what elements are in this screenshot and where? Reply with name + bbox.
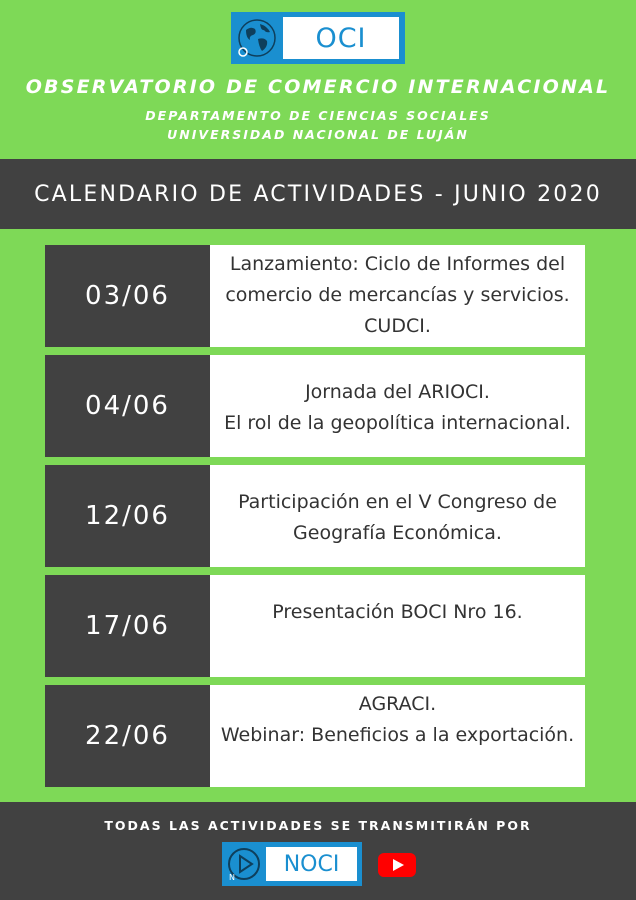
noci-logo-text: NOCI (266, 847, 357, 881)
activity-line: AGRACI. (358, 693, 437, 715)
activity-description (210, 575, 585, 677)
university-name: UNIVERSIDAD NACIONAL DE LUJÁN (167, 127, 469, 142)
observatory-title: OBSERVATORIO DE COMERCIO INTERNACIONAL (25, 76, 611, 98)
activity-line: Webinar: Beneficios a la exportación. (220, 724, 575, 746)
oci-logo (231, 12, 405, 64)
activity-line: CUDCI. (364, 315, 431, 337)
activity-line: El rol de la geopolítica internacional. (224, 412, 571, 434)
activity-date: 12/06 (45, 465, 210, 567)
noci-small-letter: N (229, 873, 235, 882)
activity-row (45, 355, 585, 457)
footer-text: TODAS LAS ACTIVIDADES SE TRANSMITIRÁN POR (104, 818, 532, 833)
activity-row (45, 685, 585, 787)
activity-description (210, 355, 585, 457)
activity-row (45, 245, 585, 347)
activity-row (45, 575, 585, 677)
activity-date: 03/06 (45, 245, 210, 347)
activity-line: comercio de mercancías y servicios. (225, 284, 570, 306)
calendar-title: CALENDARIO DE ACTIVIDADES - JUNIO 2020 (34, 181, 602, 207)
calendar-banner (0, 159, 636, 229)
activity-row (45, 465, 585, 567)
oci-logo-text: OCI (283, 17, 399, 59)
activity-line: Lanzamiento: Ciclo de Informes del (229, 253, 566, 275)
activity-description (210, 685, 585, 787)
activity-line: Jornada del ARIOCI. (305, 381, 490, 403)
activity-line: Participación en el V Congreso de (238, 491, 557, 513)
activity-description (210, 245, 585, 347)
activity-line: Presentación BOCI Nro 16. (272, 601, 523, 623)
activity-description (210, 465, 585, 567)
noci-logo[interactable] (222, 842, 362, 886)
footer (0, 802, 636, 900)
activity-date: 04/06 (45, 355, 210, 457)
play-icon (226, 846, 262, 882)
activity-date: 17/06 (45, 575, 210, 677)
activity-date: 22/06 (45, 685, 210, 787)
globe-icon (236, 17, 276, 59)
department-name: DEPARTAMENTO DE CIENCIAS SOCIALES (145, 108, 491, 123)
activity-line: Geografía Económica. (293, 522, 502, 544)
youtube-icon[interactable] (377, 852, 417, 878)
